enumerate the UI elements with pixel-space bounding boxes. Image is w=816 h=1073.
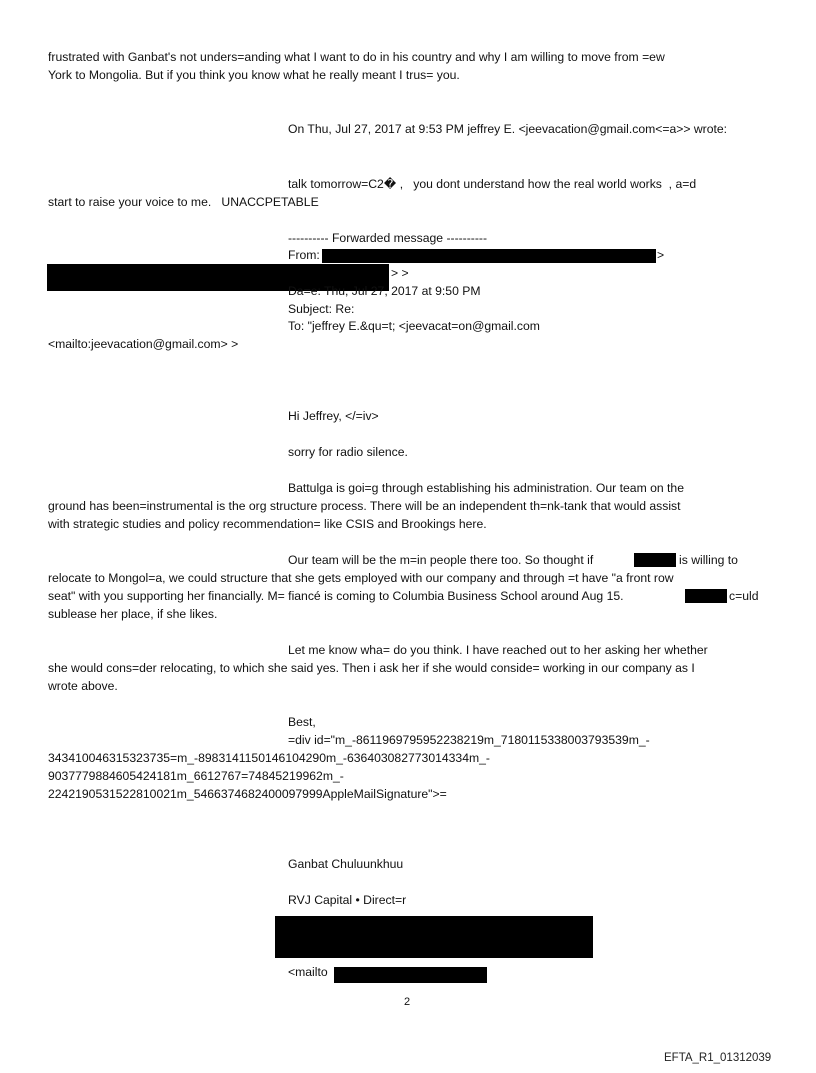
div-code-line-2: 343410046315323735=m_-8983141150146104290m_-636403082773014334m_- [48,751,490,765]
div-code-line-4: 2242190531522810021m_5466374682400097999AppleMailSignature">= [48,787,447,801]
para1-line-3: with strategic studies and policy recommendation= like CSIS and Brookings here. [48,517,487,531]
subject-line: Subject: Re: [288,302,355,316]
para2-line-1a: Our team will be the m=in people there too. So thought if [288,553,594,567]
para2-line-3b: c=uld [729,589,759,603]
para2-line-4: sublease her place, if she likes. [48,607,218,621]
from-label: From: [288,248,320,262]
signature-mailto: <mailto [288,965,328,979]
mailto-line: <mailto:jeevacation@gmail.com> > [48,337,239,351]
to-line: To: "jeffrey E.&qu=t; <jeevacat=on@gmail.com [288,319,540,333]
sorry-line: sorry for radio silence. [288,445,408,459]
redaction-bar [634,553,676,567]
para3-line-2: she would cons=der relocating, to which she said yes. Then i ask her if she would conside= working in our company as I [48,661,695,675]
signature-name: Ganbat Chuluunkhuu [288,857,404,871]
from-line2-tail: > > [391,266,409,280]
redaction-bar [334,967,487,983]
div-code-line-3: 9037779884605424181m_6612767=74845219962m_- [48,769,344,783]
quote-header: On Thu, Jul 27, 2017 at 9:53 PM jeffrey E. <jeevacation@gmail.com<=a>> wrote: [288,122,728,136]
signoff: Best, [288,715,316,729]
signature-company: RVJ Capital • Direct=r [288,893,407,907]
para2-line-3a: seat" with you supporting her financially. M= fiancé is coming to Columbia Business School around Aug 15. [48,589,624,603]
para1-line-2: ground has been=instrumental is the org structure process. There will be an independent th=nk-tank that would assist [48,499,681,513]
forwarded-divider: ---------- Forwarded message ---------- [288,231,488,245]
redaction-bar [275,916,593,958]
para3-line-3: wrote above. [48,679,118,693]
intro-line-1: frustrated with Ganbat's not unders=anding what I want to do in his country and why I am willing to move from =ew [48,50,665,64]
reply-line-1: talk tomorrow=C2� , you dont understand how the real world works , a=d [288,177,697,191]
div-code-line-1: =div id="m_-8611969795952238219m_7180115338003793539m_- [288,733,650,747]
redaction-bar [322,249,656,263]
redaction-bar [685,589,727,603]
greeting: Hi Jeffrey, </=iv> [288,409,379,423]
para2-line-1b: is willing to [679,553,738,567]
page-number: 2 [404,996,411,1008]
para1-line-1: Battulga is goi=g through establishing his administration. Our team on the [288,481,684,495]
para3-line-1: Let me know wha= do you think. I have reached out to her asking her whether [288,643,708,657]
from-tail: > [657,248,665,262]
para2-line-2: relocate to Mongol=a, we could structure that she gets employed with our company and through =t have "a front row [48,571,674,585]
intro-line-2: York to Mongolia. But if you think you know what he really meant I trus= you. [48,68,460,82]
bates-number: EFTA_R1_01312039 [664,1052,772,1064]
date-line: Da=e: Thu, Jul 27, 2017 at 9:50 PM [288,284,481,298]
reply-line-2: start to raise your voice to me. UNACCPETABLE [48,195,319,209]
